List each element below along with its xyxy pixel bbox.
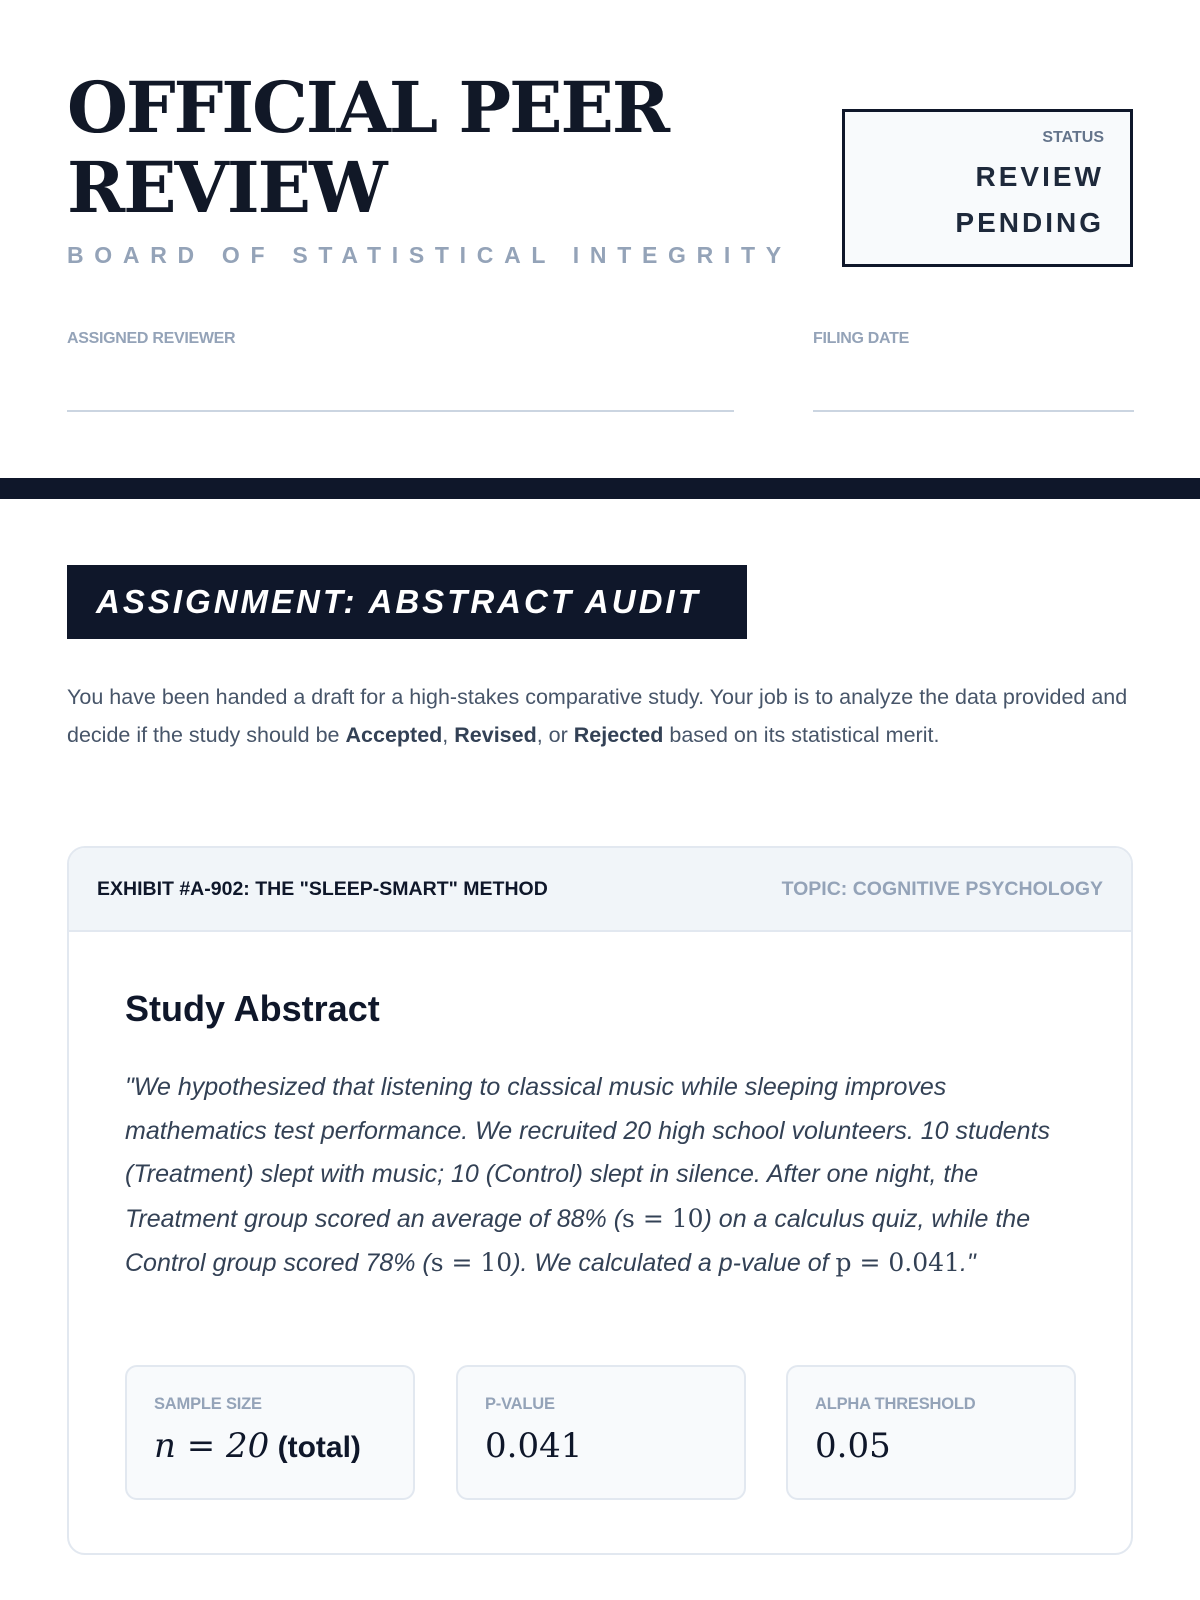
p-value-label: P-VALUE <box>485 1395 555 1413</box>
abstract-text <box>125 1066 1085 1286</box>
filing-date-label: FILING DATE <box>813 330 909 347</box>
section-divider <box>0 478 1200 499</box>
page-title <box>67 68 668 228</box>
sample-size-suffix: (total) <box>269 1431 361 1464</box>
status-value-line-1: REVIEW <box>975 161 1104 192</box>
exhibit-header <box>69 848 1131 932</box>
treatment-sd-math: s = 10 <box>622 1203 704 1233</box>
status-value-line-2: PENDING <box>955 207 1104 238</box>
alpha-threshold-card <box>786 1365 1076 1500</box>
intro-text-1: You have been handed a draft for a high-stakes comparative study. Your job is to analyze the data provided and decide if the study should be <box>67 685 1128 747</box>
abstract-heading: Study Abstract <box>125 988 380 1029</box>
page-title-line-2: REVIEW <box>67 146 386 229</box>
exhibit-card <box>67 846 1133 1555</box>
assignment-banner: ASSIGNMENT: ABSTRACT AUDIT <box>67 565 747 639</box>
sample-size-label: SAMPLE SIZE <box>154 1395 262 1413</box>
abstract-text-1: "We hypothesized that listening to classical music while sleeping improves mathematics test performance. We recruited 20 high school volunteers. 10 students (Treatment) slept with music; 10 (Control) slept in silence. After one night, the Treatment group scored an average of 88% ( <box>125 1073 1051 1233</box>
intro-separator-1: , <box>442 723 455 747</box>
p-value-value: 0.041 <box>485 1426 583 1466</box>
control-sd-math: s = 10 <box>430 1248 513 1277</box>
alpha-threshold-label: ALPHA THRESHOLD <box>815 1395 976 1413</box>
sample-size-math: n = 20 <box>154 1426 270 1466</box>
assigned-reviewer-label: ASSIGNED REVIEWER <box>67 330 236 347</box>
page-title-line-1: OFFICIAL PEER <box>67 66 668 149</box>
intro-separator-2: , or <box>536 723 574 747</box>
sample-size-value <box>154 1426 413 1466</box>
assignment-intro <box>67 678 1137 754</box>
exhibit-topic: TOPIC: COGNITIVE PSYCHOLOGY <box>781 877 1103 900</box>
status-box <box>842 109 1133 267</box>
alpha-threshold-value: 0.05 <box>815 1426 891 1466</box>
accepted-keyword: Accepted <box>345 723 443 747</box>
p-value-card <box>456 1365 746 1500</box>
assigned-reviewer-field[interactable] <box>67 410 734 412</box>
rejected-keyword: Rejected <box>573 723 664 747</box>
status-label: STATUS <box>1042 129 1104 146</box>
abstract-text-4: ." <box>959 1249 976 1277</box>
intro-text-2: based on its statistical merit. <box>663 723 940 747</box>
status-value <box>845 154 1104 246</box>
abstract-text-2: ) on a calculus quiz, while the Control group scored 78% ( <box>125 1204 1031 1277</box>
page-subtitle: BOARD OF STATISTICAL INTEGRITY <box>67 242 792 268</box>
exhibit-title: EXHIBIT #A-902: THE "SLEEP-SMART" METHOD <box>97 877 548 900</box>
filing-date-field[interactable] <box>813 410 1134 412</box>
revised-keyword: Revised <box>454 723 537 747</box>
sample-size-card <box>125 1365 415 1500</box>
abstract-text-3: ). We calculated a p-value of <box>512 1249 836 1277</box>
p-value-math: p = 0.041 <box>835 1248 960 1277</box>
